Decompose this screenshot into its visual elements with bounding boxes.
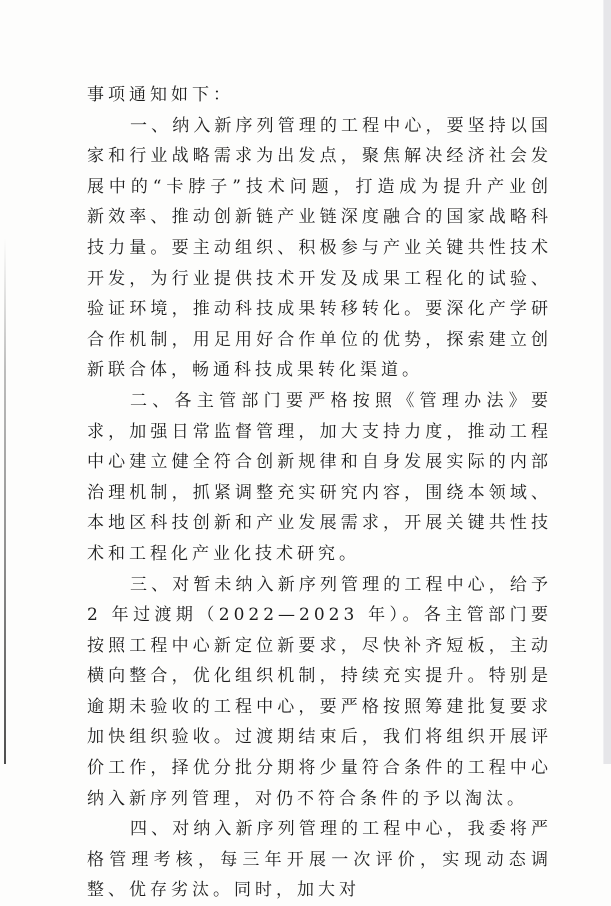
paragraph-2: 二、各主管部门要严格按照《管理办法》要求，加强日常监督管理，加大支持力度，推动工程中心建立健全符合创新规律和自身发展实际的内部治理机制，抓紧调整充实研究内容，围绕本领域、本地区科技创新和产业发展需求，开展关键共性技术和工程化产业化技术研究。	[87, 390, 552, 564]
intro-line: 事项通知如下：	[87, 85, 234, 105]
scan-page-edge-right	[603, 0, 611, 764]
paragraph-4: 四、对纳入新序列管理的工程中心，我委将严格管理考核，每三年开展一次评价，实现动态调整、优存劣汰。同时，加大对	[87, 819, 552, 901]
paragraph-3: 三、对暂未纳入新序列管理的工程中心，给予 2 年过渡期（2022—2023 年）。各主管部门要按照工程中心新定位新要求，尽快补齐短板，主动横向整合，优化组织机制，持续充实提升。特别是逾期未验收的工程中心，要严格按照筹建批复要求加快组织验收。过渡期结束后，我们将组织开展评价工作，择优分批分期将少量符合条件的工程中心纳入新序列管理，对仍不符合条件的予以淘汰。	[87, 574, 552, 809]
paragraph-1: 一、纳入新序列管理的工程中心，要坚持以国家和行业战略需求为出发点，聚焦解决经济社会发展中的“卡脖子”技术问题，打造成为提升产业创新效率、推动创新链产业链深度融合的国家战略科技力量。要主动组织、积极参与产业关键共性技术开发，为行业提供技术开发及成果工程化的试验、验证环境，推动科技成果转移转化。要深化产学研合作机制，用足用好合作单位的优势，探索建立创新联合体，畅通科技成果转化渠道。	[87, 115, 552, 381]
scan-artifact-line-left	[4, 238, 6, 764]
document-body	[87, 80, 552, 906]
